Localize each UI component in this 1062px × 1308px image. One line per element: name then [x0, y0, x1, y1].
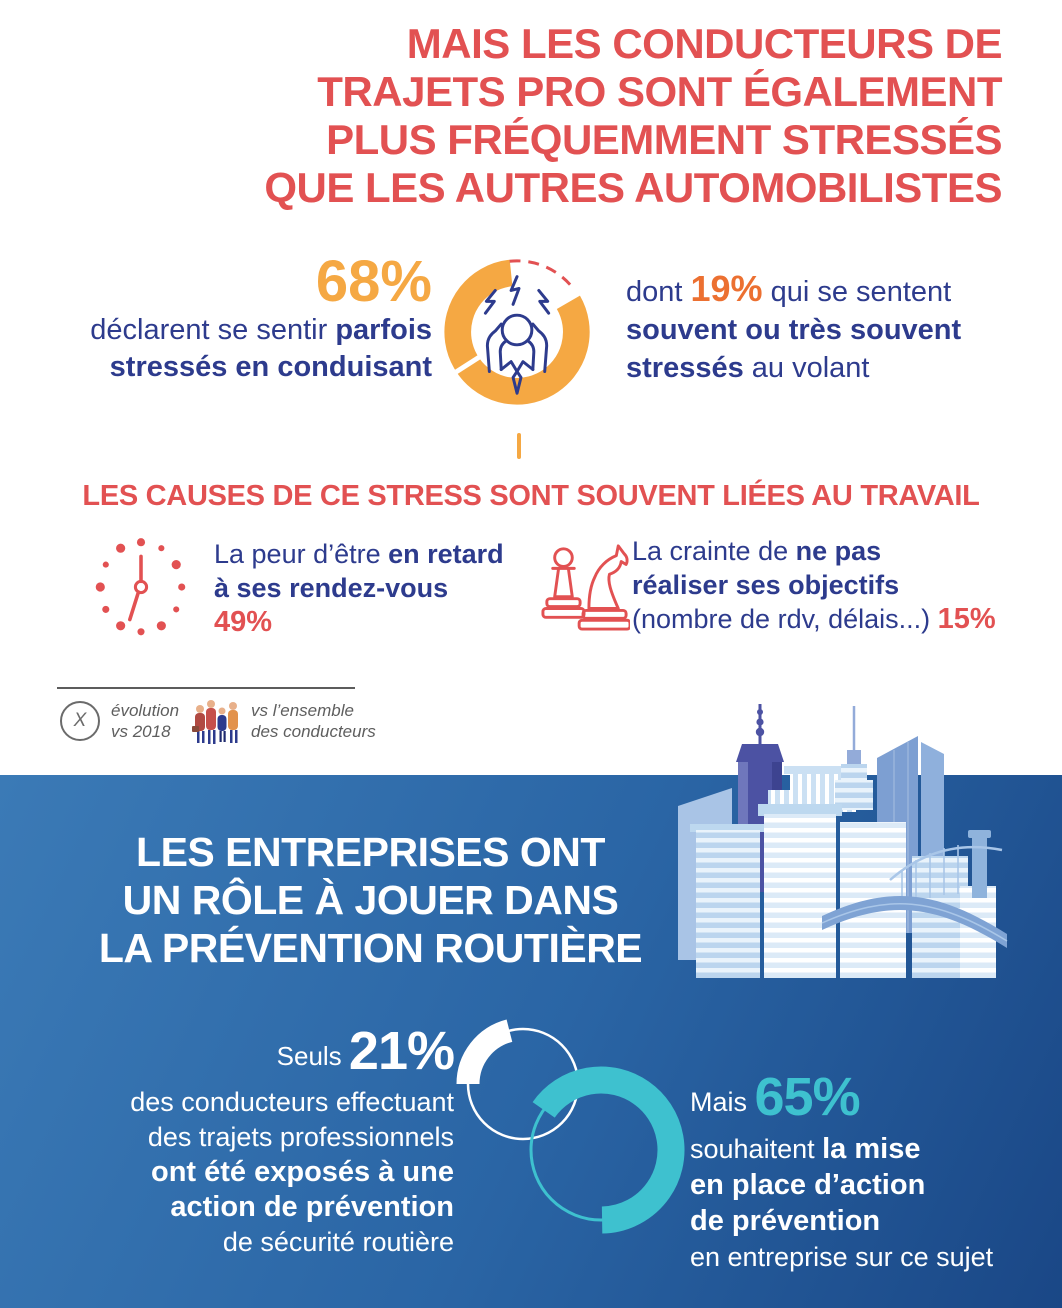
legend-drivers-label: vs l’ensemble des conducteurs: [251, 701, 376, 741]
stat-21-value: 21%: [348, 1021, 454, 1081]
stat-68-block: [40, 249, 432, 386]
stat-19-block: dont 19% qui se sentent souvent ou très souvent stressés au volant: [626, 268, 962, 384]
cause-late-text: La peur d’être en retard à ses rendez-vous 49%: [214, 539, 504, 638]
cause-late-value: 49%: [214, 606, 273, 638]
dotted-clock-icon: [90, 530, 192, 644]
stat-19-value: 19%: [690, 268, 763, 309]
stat-65-value: 65%: [754, 1067, 860, 1127]
title-line: MAIS LES CONDUCTEURS DE: [406, 20, 1002, 67]
evolution-dashed-arc: [510, 261, 573, 288]
title-line: TRAJETS PRO SONT ÉGALEMENT: [317, 68, 1002, 115]
prevention-donut-charts: [438, 1002, 690, 1242]
legend-evolution: [60, 700, 179, 742]
page-title: [202, 20, 1002, 212]
legend-evolution-label: évolution vs 2018: [111, 701, 180, 741]
people-group-icon: [192, 694, 240, 748]
cause-goals-value: 15%: [937, 603, 996, 635]
cause-goals-text: La crainte de ne pas réaliser ses objectifs (nombre de rdv, délais...) 15%: [632, 536, 996, 635]
stat-68-value: 68%: [315, 249, 432, 314]
title-line: PLUS FRÉQUEMMENT STRESSÉS: [326, 116, 1002, 163]
section-connector-line: [517, 433, 521, 459]
stress-donut-chart: [436, 244, 604, 416]
title-line: QUE LES AUTRES AUTOMOBILISTES: [264, 164, 1002, 211]
stat-21-block: Seuls 21% des conducteurs effectuant des trajets professionnels ont été exposés à une action de prévention de sécurité routière: [130, 1021, 454, 1257]
legend-drivers: [192, 694, 376, 748]
companies-section-title: LES ENTREPRISES ONT UN RÔLE À JOUER DANS LA PRÉVENTION ROUTIÈRE: [98, 829, 643, 971]
donut-inner: [472, 287, 563, 378]
stat-65-block: Mais 65% souhaitent la mise en place d’action de prévention en entreprise sur ce sujet: [690, 1067, 994, 1272]
legend-divider: [57, 687, 355, 689]
causes-section-title: LES CAUSES DE CE STRESS SONT SOUVENT LIÉES AU TRAVAIL: [82, 480, 980, 512]
stat-68-text: déclarent se sentir parfois stressés en conduisant: [90, 314, 432, 383]
circled-x-icon: X: [60, 701, 100, 741]
chess-pawn-knight-icon: [540, 538, 630, 634]
city-skyline-illustration: [672, 698, 1017, 978]
